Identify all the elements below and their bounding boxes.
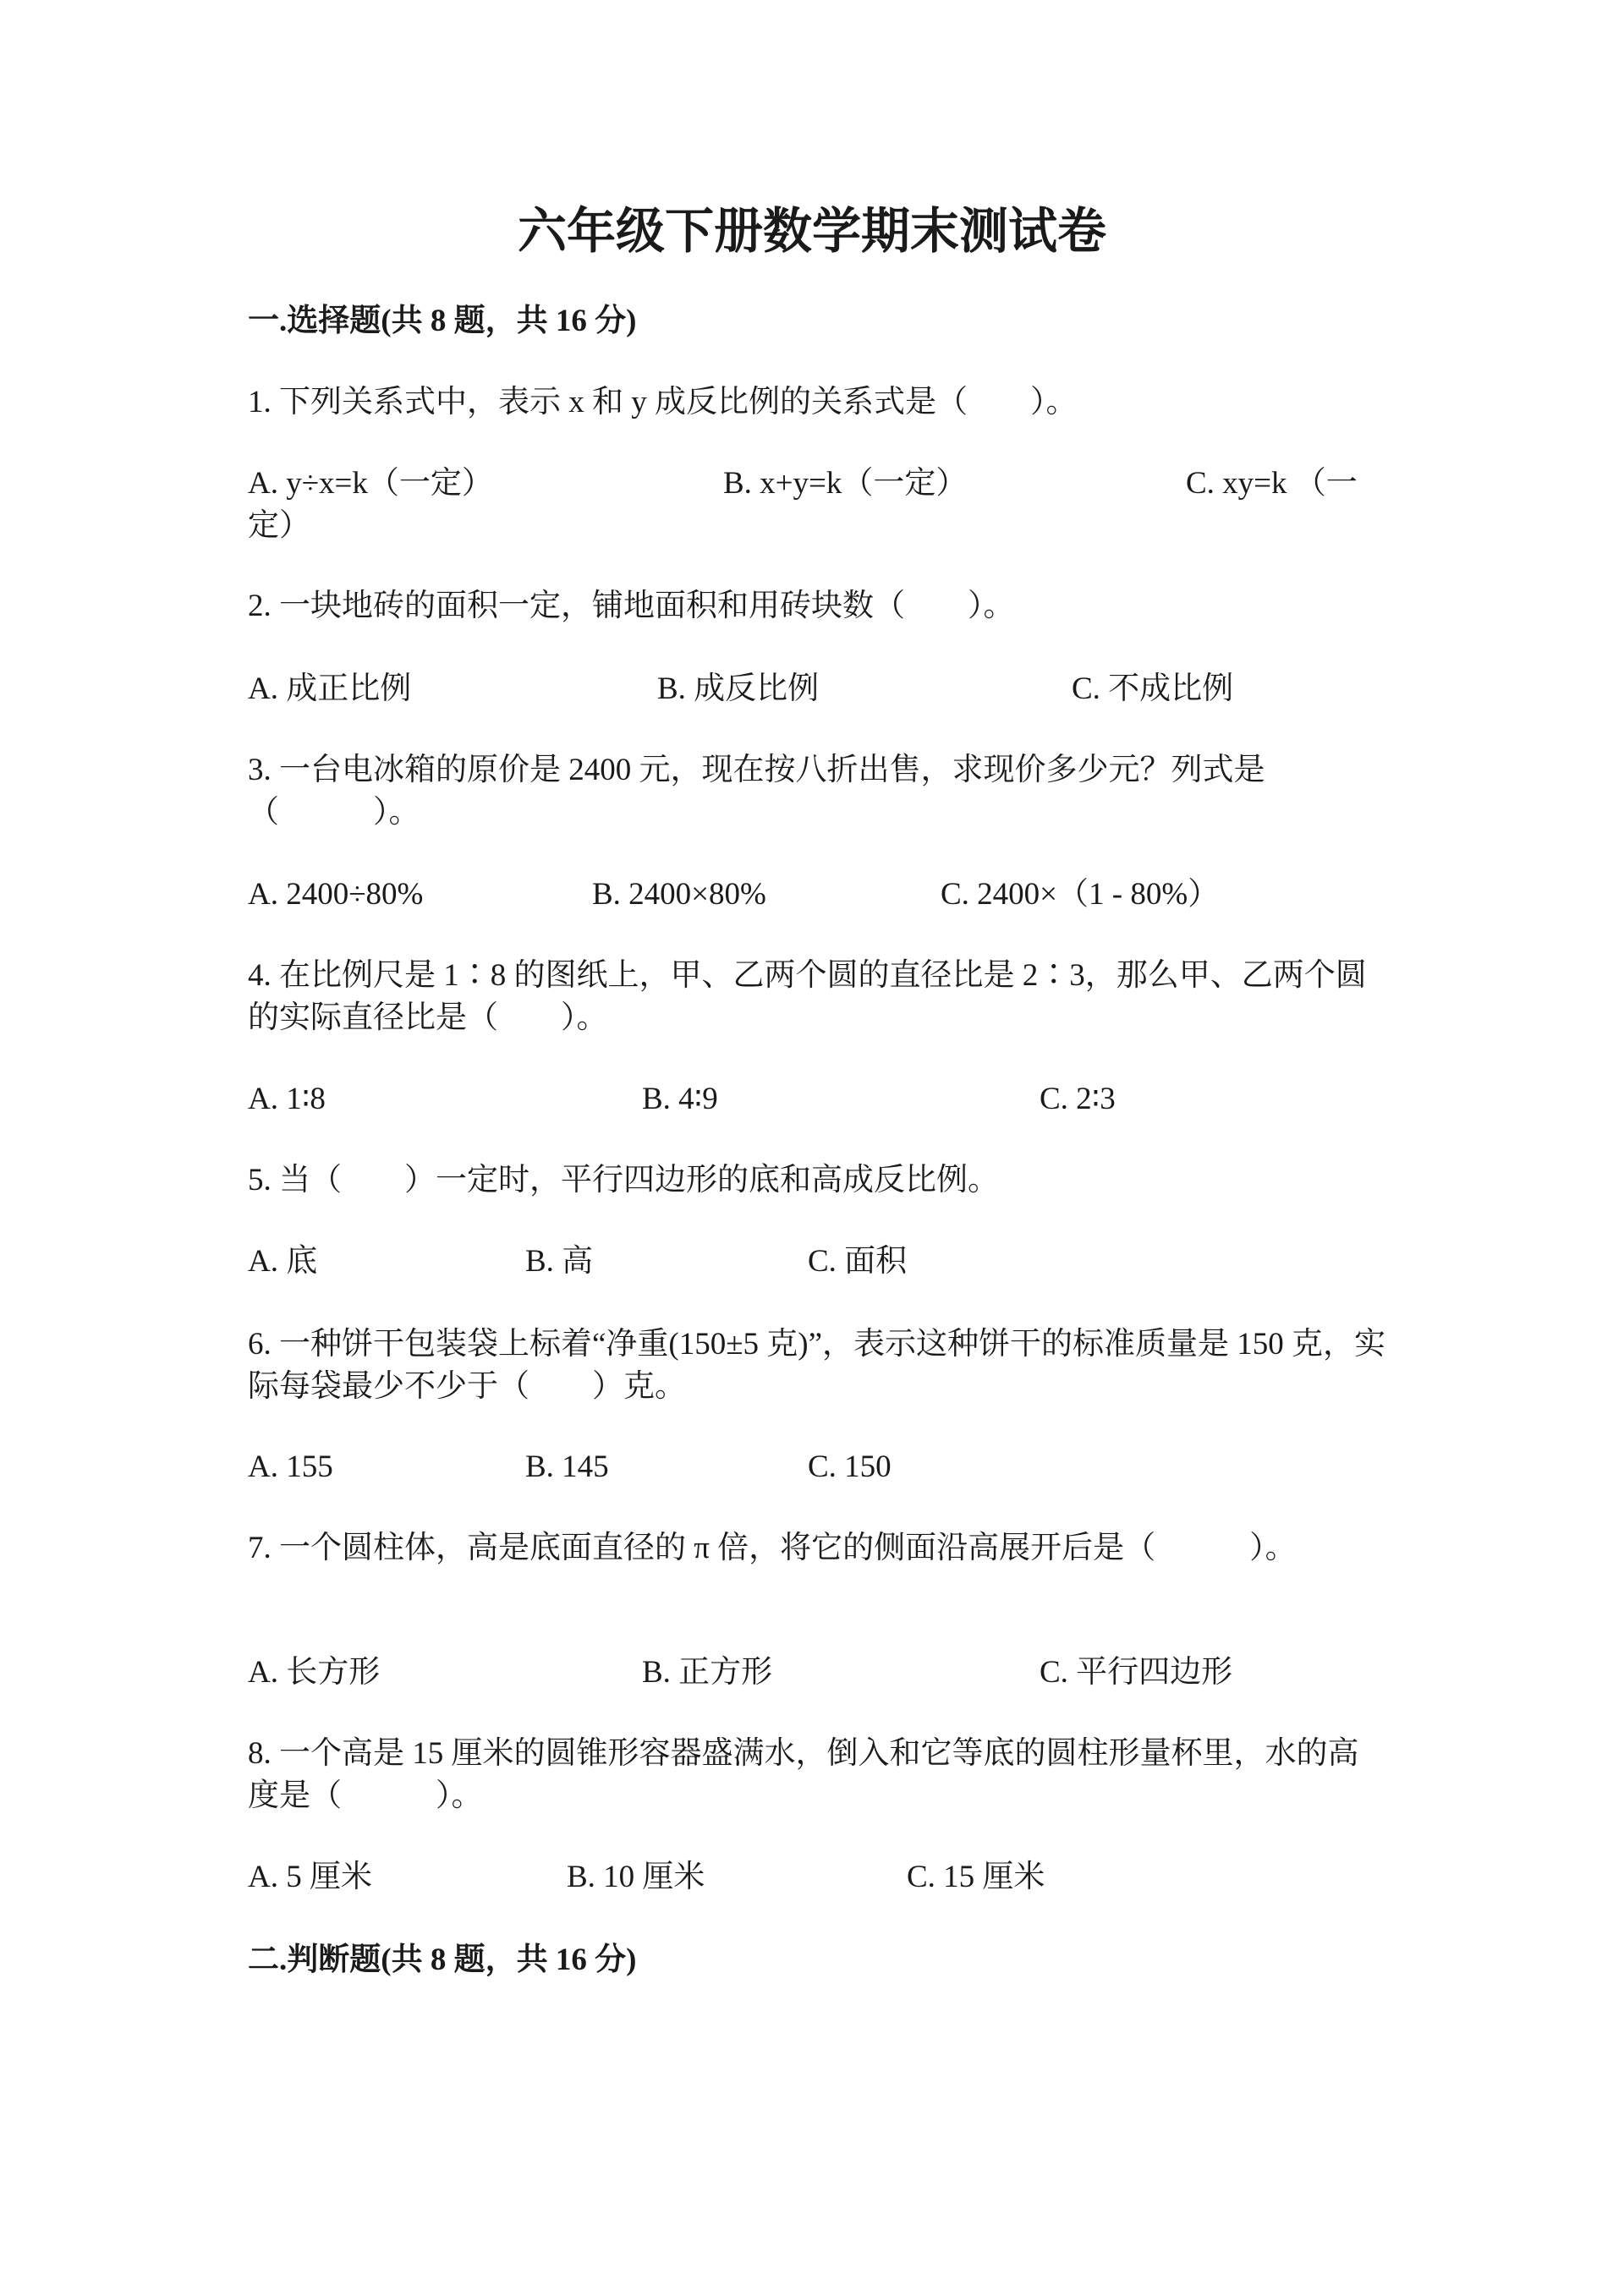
option-a: A. 长方形 — [248, 1655, 381, 1690]
question-8: 8. 一个高是 15 厘米的圆锥形容器盛满水，倒入和它等底的圆柱形量杯里，水的高度是（ ）。 — [248, 1736, 1359, 1813]
question-6: 6. 一种饼干包装袋上标着“净重(150±5 克)”，表示这种饼干的标准质量是 150 克，实际每袋最少不少于（ ）克。 — [248, 1327, 1386, 1404]
option-b: B. x+y=k（一定） — [723, 466, 968, 501]
option-c: C. 面积 — [808, 1244, 908, 1279]
option-c: C. 不成比例 — [1072, 671, 1234, 706]
options-row-4 — [248, 1078, 1390, 1121]
option-b: B. 10 厘米 — [567, 1860, 705, 1894]
options-row-7 — [248, 1652, 1390, 1694]
question-1: 1. 下列关系式中，表示 x 和 y 成反比例的关系式是（ ）。 — [248, 385, 1078, 419]
section-heading-choice: 一.选择题(共 8 题，共 16 分) — [248, 304, 637, 338]
question-3: 3. 一台电冰箱的原价是 2400 元，现在按八折出售，求现价多少元？列式是（ ）。 — [248, 753, 1265, 830]
options-row-8 — [248, 1856, 1390, 1899]
option-a: A. 成正比例 — [248, 671, 412, 706]
section-heading-judgement: 二.判断题(共 8 题，共 16 分) — [248, 1943, 637, 1977]
options-row-3 — [248, 874, 1390, 916]
option-a: A. 底 — [248, 1244, 318, 1279]
option-b: B. 高 — [525, 1244, 594, 1279]
option-b: B. 145 — [525, 1449, 609, 1484]
option-a: A. 155 — [248, 1449, 333, 1484]
question-5: 5. 当（ ）一定时，平行四边形的底和高成反比例。 — [248, 1163, 999, 1197]
option-b: B. 2400×80% — [592, 877, 766, 912]
options-row-1 — [248, 463, 1390, 547]
option-a: A. 5 厘米 — [248, 1860, 372, 1894]
option-c: C. 15 厘米 — [907, 1860, 1045, 1894]
option-b: B. 成反比例 — [657, 671, 820, 706]
option-a: A. 1∶8 — [248, 1082, 326, 1116]
question-7: 7. 一个圆柱体，高是底面直径的 π 倍，将它的侧面沿高展开后是（ ）。 — [248, 1531, 1297, 1565]
option-c: C. 平行四边形 — [1040, 1655, 1233, 1690]
option-c: C. 2400×（1 - 80%） — [941, 877, 1220, 912]
question-2: 2. 一块地砖的面积一定，铺地面积和用砖块数（ ）。 — [248, 589, 1015, 623]
option-c: C. xy=k （一定） — [248, 466, 1358, 543]
page-title: 六年级下册数学期末测试卷 — [517, 204, 1106, 259]
option-a: A. y÷x=k（一定） — [248, 466, 493, 501]
options-row-5 — [248, 1241, 1390, 1283]
options-row-6 — [248, 1446, 1390, 1488]
option-c: C. 150 — [808, 1449, 892, 1484]
option-b: B. 正方形 — [642, 1655, 773, 1690]
question-4: 4. 在比例尺是 1∶8 的图纸上，甲、乙两个圆的直径比是 2∶3，那么甲、乙两个圆的实际直径比是（ ）。 — [248, 958, 1367, 1035]
option-b: B. 4∶9 — [642, 1082, 718, 1116]
option-c: C. 2∶3 — [1040, 1082, 1116, 1116]
options-row-2 — [248, 668, 1390, 710]
option-a: A. 2400÷80% — [248, 877, 424, 912]
